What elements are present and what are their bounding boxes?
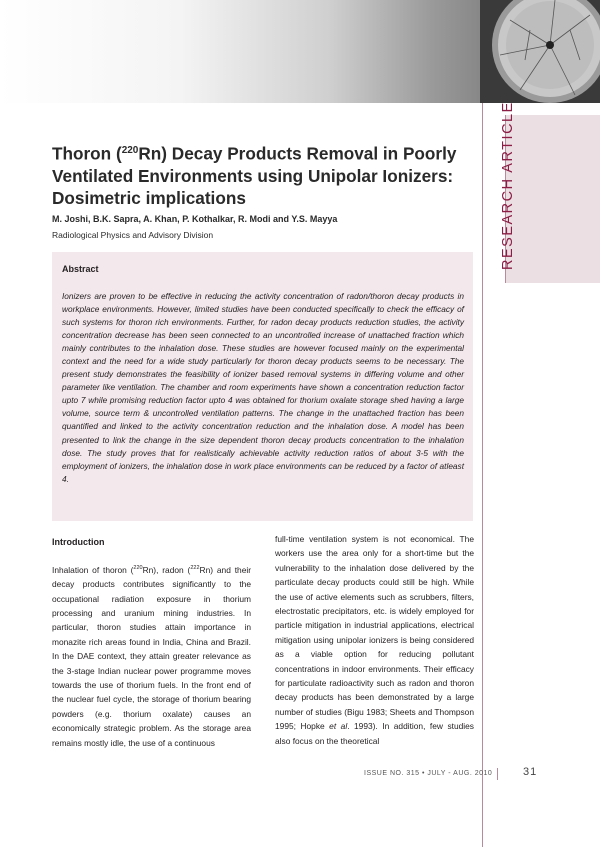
- abstract-heading: Abstract: [62, 264, 99, 274]
- section-tab-fill: [505, 115, 600, 283]
- author-list: M. Joshi, B.K. Sapra, A. Khan, P. Kothalkar, R. Modi and Y.S. Mayya: [52, 214, 338, 224]
- article-title: Thoron ($^{220}$Rn) Decay Products Removal in Poorly Ventilated Environments using Unipolar Ionizers: Dosimetric implications: [52, 143, 457, 208]
- section-label: RESEARCH ARTICLE: [500, 101, 516, 270]
- affiliation: Radiological Physics and Advisory Division: [52, 230, 214, 240]
- abstract-text: Ionizers are proven to be effective in reducing the activity concentration of radon/thoron decay products in workplace environments. However, limited studies have been conducted specifically to check the efficacy of such systems for thoron rich environments. Further, for radon decay products reduction studies, the activity concentration decrease has been seen connected to an uncontrolled increase of unattached fraction which mainly contributes to the inhalation dose. These studies are however focused mainly on the experimental context and the need for a wide study particularly for thoron decay products seems to be necessary. The present study demonstrates the feasibility of ionizer based removal systems in differing volume and other parameter like ventilation. The chamber and room experiments have shown a concentration reduction factor upto 7 while promising reduction factor upto 4 was obtained for thorium oxalate storage shed having a large volume, source term & uncontrolled ventilation patterns. The change in the unattached fraction has been quantified and linked to the activity concentration reduction and the inhalation dose. A model has been presented to link the change in the size dependent thoron decay products concentration to the inhalation dose. The study proves that for realistically achievable activity reduction ratios of about 3-5 with the employment of ionizers, the inhalation dose in work place environments can be reduced by a factor of atleast 4.: [62, 291, 464, 484]
- body-column-left: Inhalation of thoron ($^{220}$Rn), radon ($^{222}$Rn) and their decay products contributes significantly to the occupational radiation exposure in thorium processing and uranium mining industries. In particular, thoron studies attain importance in monazite rich areas found in India, China and Brazil. In the DAE context, they attain greater relevance as the 3-stage Indian nuclear power programme moves towards the use of thorium fuels. In the front end of the nuclear fuel cycle, the storage of thorium bearing powders (e.g. thorium oxalate) causes an economically strategic problem. As the storage area remains mostly idle, the use of a continuous: [52, 564, 251, 748]
- body-column-right: full-time ventilation system is not economical. The workers use the area only for a short-time but the vulnerability to the inhalation dose delivered by the particulate decay products could still be high. While the use of active elements such as scrubbers, filters, electrostatic precipitators, etc. is widely employed for particle mitigation in industrial applications, electrical mitigation using unipolar ionizers is being considered as a viable option for reducing pollutant concentrations in indoor environments. Their efficacy for particulate radioactivity such as radon and thoron decay products has been demonstrated by a large number of studies (Bigu 1983; Sheets and Thompson 1995; Hopke et al. 1993). In addition, few studies also focus on the theoretical: [275, 534, 474, 746]
- introduction-heading: Introduction: [52, 537, 105, 547]
- footer-divider: [497, 768, 498, 780]
- issue-info: ISSUE NO. 315 • JULY - AUG. 2010: [364, 770, 493, 777]
- cracked-surface-photo: [480, 0, 600, 103]
- page-number: 31: [523, 766, 538, 778]
